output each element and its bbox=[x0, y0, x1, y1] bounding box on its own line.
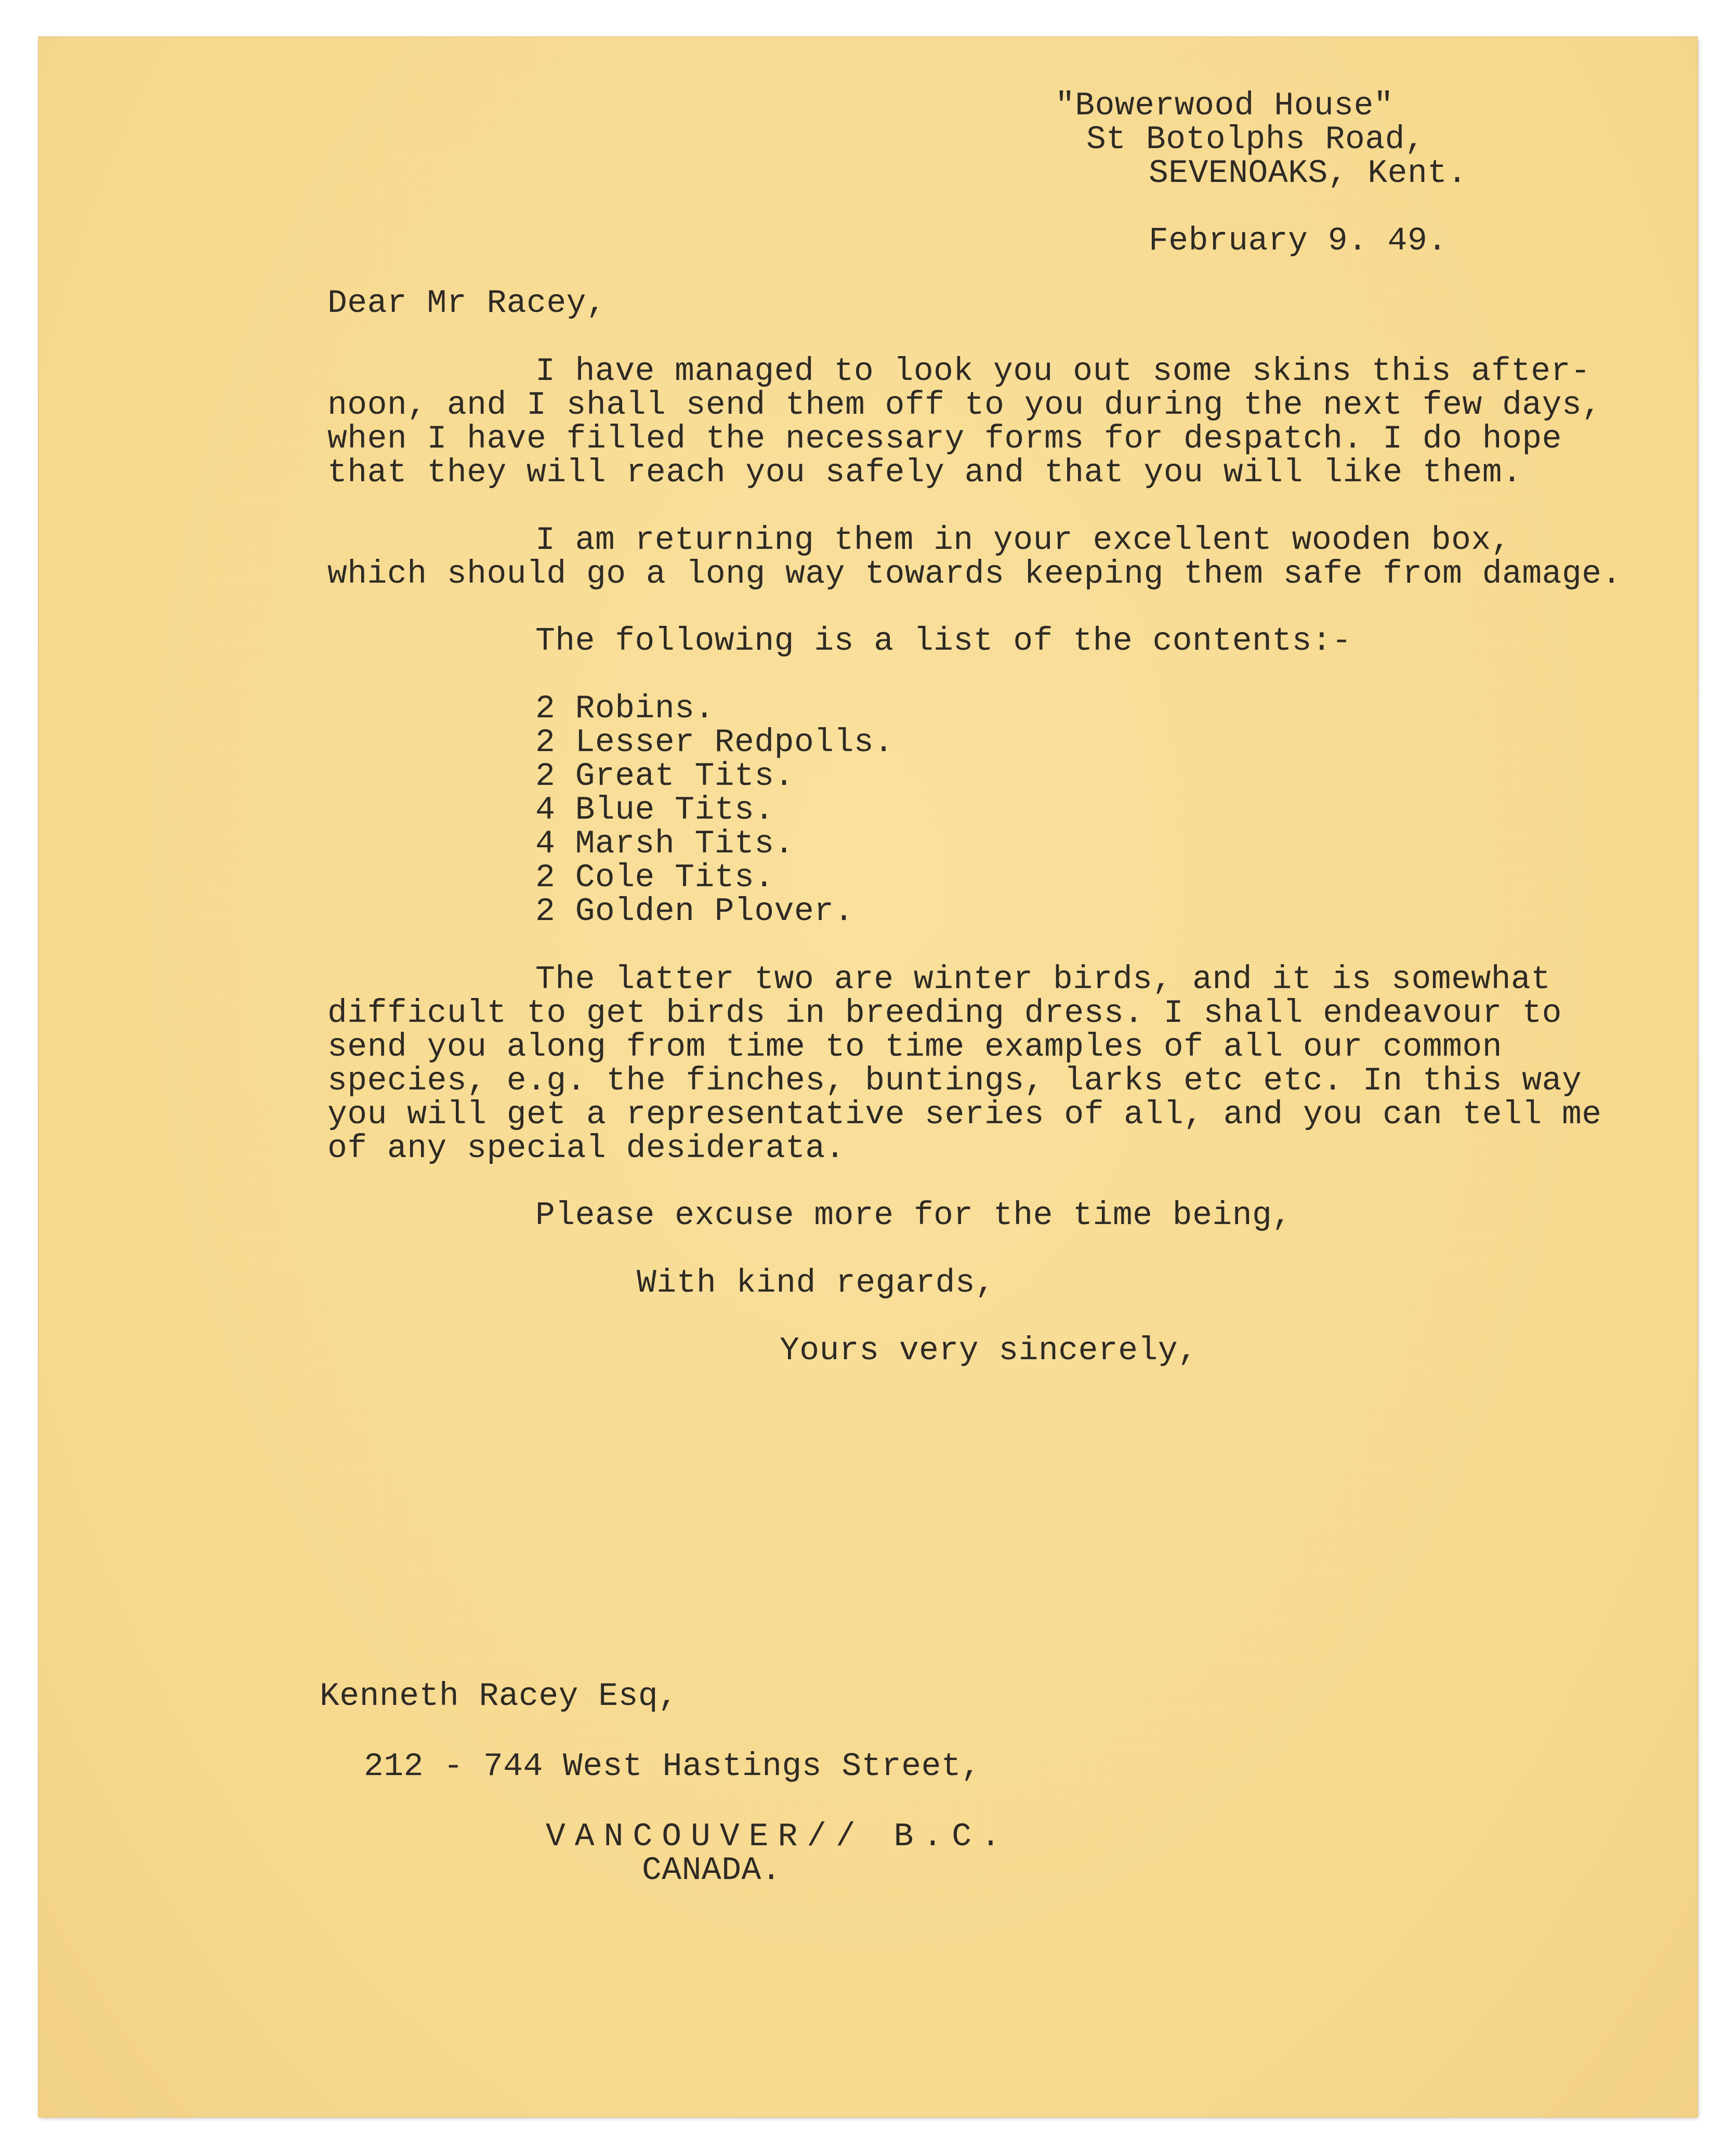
paragraph1-line2: noon, and I shall send them off to you during the next few days, bbox=[327, 387, 1602, 424]
letter-date: February 9. 49. bbox=[1149, 222, 1448, 259]
list-item: 2 Robins. bbox=[535, 690, 715, 727]
paragraph3-line1: The latter two are winter birds, and it is somewhat bbox=[535, 961, 1551, 998]
paragraph3-line3: send you along from time to time examples of all our common bbox=[327, 1029, 1503, 1066]
list-item: 4 Marsh Tits. bbox=[535, 825, 794, 862]
paragraph3-line6: of any special desiderata. bbox=[327, 1130, 845, 1167]
letter-paper bbox=[39, 37, 1697, 2117]
recipient-street: 212 - 744 West Hastings Street, bbox=[364, 1748, 981, 1785]
list-item: 4 Blue Tits. bbox=[535, 792, 774, 829]
list-intro: The following is a list of the contents:- bbox=[535, 623, 1352, 660]
paragraph2-line2: which should go a long way towards keeping them safe from damage. bbox=[327, 556, 1622, 593]
road-line: St Botolphs Road, bbox=[1086, 121, 1425, 158]
paragraph3-line5: you will get a representative series of all, and you can tell me bbox=[327, 1096, 1602, 1133]
paragraph2-line1: I am returning them in your excellent wooden box, bbox=[535, 522, 1511, 559]
town-line: SEVENOAKS, Kent. bbox=[1149, 155, 1467, 192]
paragraph3-line4: species, e.g. the finches, buntings, larks etc etc. In this way bbox=[327, 1062, 1582, 1099]
list-item: 2 Great Tits. bbox=[535, 758, 794, 795]
recipient-city: VANCOUVER// B.C. bbox=[546, 1818, 1010, 1855]
list-item: 2 Lesser Redpolls. bbox=[535, 724, 894, 761]
salutation: Dear Mr Racey, bbox=[327, 285, 607, 322]
house-name: "Bowerwood House" bbox=[1055, 87, 1394, 124]
paragraph1-line1: I have managed to look you out some skins this after- bbox=[535, 353, 1591, 390]
paragraph1-line4: that they will reach you safely and that you will like them. bbox=[327, 454, 1522, 491]
recipient-country: CANADA. bbox=[642, 1852, 782, 1889]
closing-line: Please excuse more for the time being, bbox=[535, 1197, 1292, 1234]
paragraph1-line3: when I have filled the necessary forms for despatch. I do hope bbox=[327, 421, 1562, 457]
recipient-name: Kenneth Racey Esq, bbox=[320, 1678, 678, 1715]
signoff-line: Yours very sincerely, bbox=[780, 1332, 1198, 1369]
regards-line: With kind regards, bbox=[637, 1265, 995, 1302]
list-item: 2 Cole Tits. bbox=[535, 859, 774, 896]
paragraph3-line2: difficult to get birds in breeding dress. I shall endeavour to bbox=[327, 995, 1562, 1032]
list-item: 2 Golden Plover. bbox=[535, 893, 854, 930]
